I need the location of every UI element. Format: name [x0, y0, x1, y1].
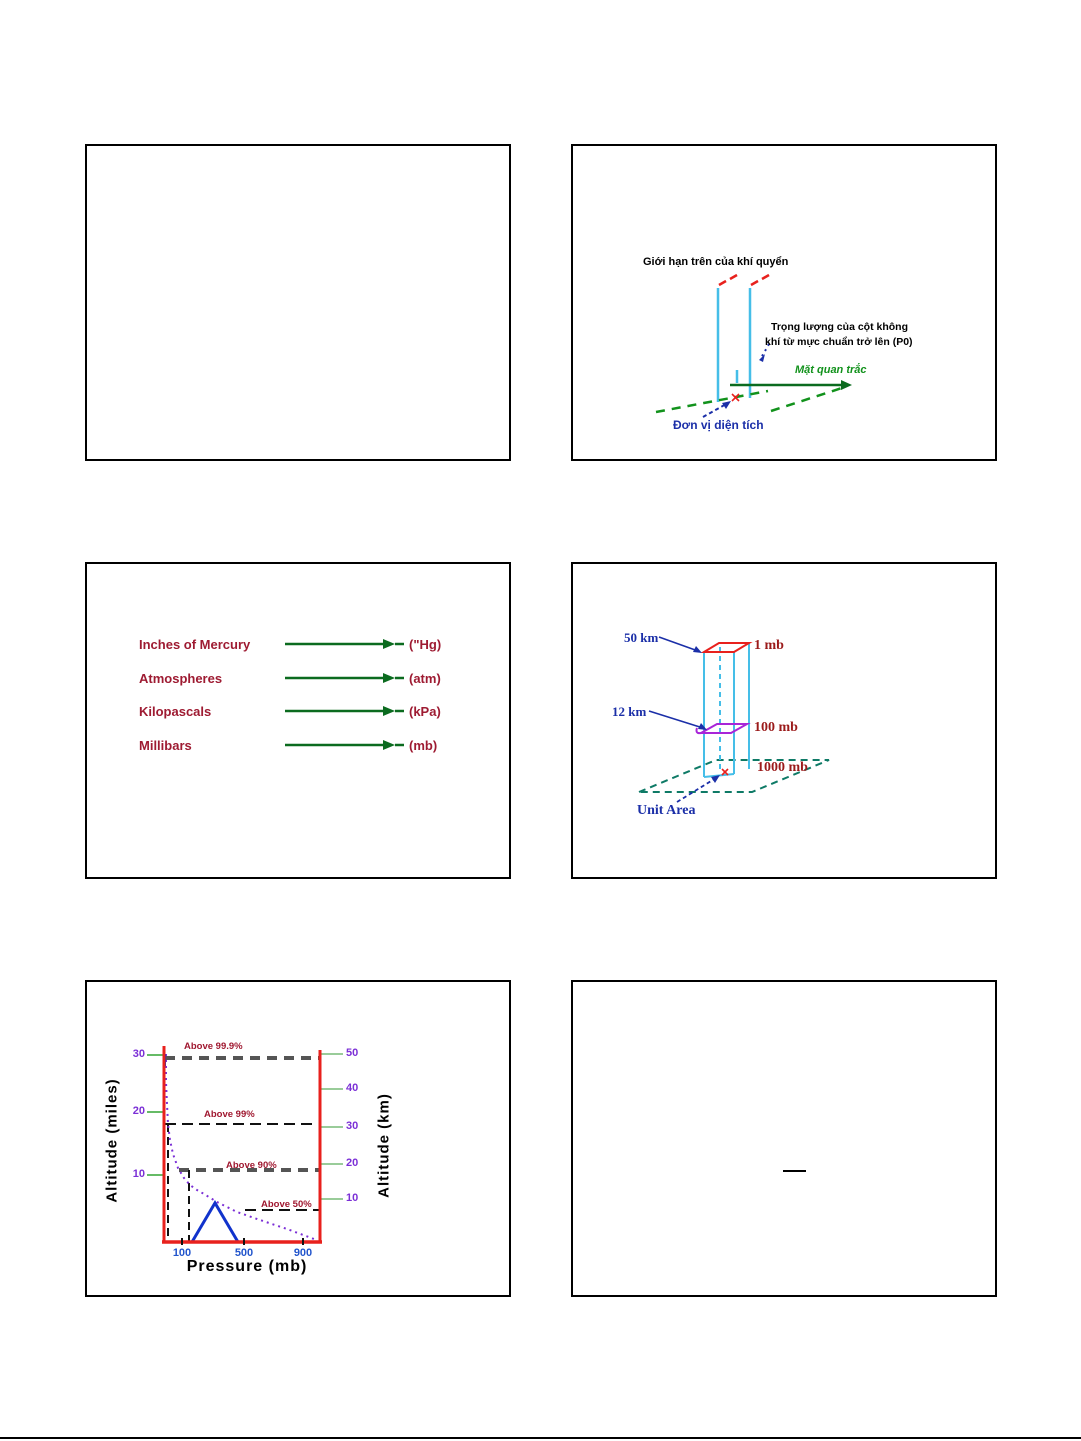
- top-limit-label: Giới hạn trên của khí quyển: [643, 256, 789, 268]
- atmosphere-column-drawing: [573, 146, 995, 459]
- slide-panel-altitude-pressure-chart: [85, 980, 511, 1297]
- x-axis-title: Pressure (mb): [186, 1258, 308, 1275]
- unit-abbr-hg: ("Hg): [409, 637, 442, 652]
- air-column-edges: [704, 643, 749, 777]
- unit-name-inches-of-mercury: Inches of Mercury: [139, 637, 251, 652]
- weight-note-line2: khí từ mực chuẩn trở lên (P0): [765, 336, 913, 348]
- unit-abbr-mb: (mb): [409, 738, 438, 753]
- unit-abbr-kpa: (kPa): [409, 704, 441, 719]
- arrow-inches-of-mercury: [285, 639, 404, 649]
- xtick-500: 500: [234, 1247, 254, 1259]
- slide-panel-blank-1: [85, 144, 511, 461]
- unit-name-millibars: Millibars: [139, 738, 192, 753]
- annotation-above-90: Above 90%: [226, 1160, 277, 1171]
- ytick-km-10: 10: [346, 1192, 359, 1204]
- pressure-label-100mb: 100 mb: [754, 720, 798, 735]
- unit-name-kilopascals: Kilopascals: [139, 704, 212, 719]
- xtick-100: 100: [172, 1247, 192, 1259]
- xtick-900: 900: [293, 1247, 313, 1259]
- slide-panel-pressure-column: [571, 562, 997, 879]
- column-top-dashes: [719, 275, 769, 285]
- ytick-km-40: 40: [346, 1082, 359, 1094]
- fraction-bar: [783, 1170, 806, 1172]
- pressure-label-1mb: 1 mb: [754, 638, 784, 653]
- ytick-miles-20: 20: [132, 1105, 145, 1117]
- unit-name-atmospheres: Atmospheres: [139, 671, 223, 686]
- right-axis-ticks: [320, 1054, 343, 1199]
- slide-panel-blank-formula: [571, 980, 997, 1297]
- slide-panel-atmosphere-column-vn: [571, 144, 997, 461]
- weight-note-line1: Trọng lượng của cột không: [771, 321, 908, 333]
- page-bottom-rule: [0, 1437, 1081, 1439]
- left-axis-ticks: [147, 1055, 164, 1175]
- ytick-km-30: 30: [346, 1120, 359, 1132]
- column-top-face: [704, 643, 749, 652]
- arrow-kilopascals: [285, 706, 404, 716]
- mountain-outline: [192, 1203, 238, 1242]
- plot-frame: [162, 1046, 322, 1243]
- y-axis-title-miles: Altitude (miles): [103, 1078, 121, 1203]
- unit-abbr-atm: (atm): [409, 671, 441, 686]
- ytick-km-20: 20: [346, 1157, 359, 1169]
- unit-area-label-vn: Đơn vị diện tích: [673, 418, 764, 432]
- pointer-unit-area: [677, 775, 720, 802]
- altitude-label-12km: 12 km: [612, 704, 647, 719]
- annotation-above-99: Above 99%: [204, 1109, 255, 1120]
- arrow-millibars: [285, 740, 404, 750]
- unit-arrows-drawing: [87, 564, 509, 877]
- pressure-label-1000mb: 1000 mb: [757, 760, 808, 775]
- arrow-atmospheres: [285, 673, 404, 683]
- annotation-above-99-9: Above 99.9%: [184, 1041, 243, 1052]
- surface-arrow: [730, 380, 852, 390]
- reference-surface-label: Mặt quan trắc: [795, 364, 867, 376]
- ytick-miles-10: 10: [132, 1168, 145, 1180]
- annotation-above-50: Above 50%: [261, 1199, 312, 1210]
- pointer-12km: [649, 711, 707, 730]
- y-axis-title-km: Altitude (km): [375, 1093, 393, 1198]
- ytick-km-50: 50: [346, 1047, 359, 1059]
- slide-panel-pressure-units: [85, 562, 511, 879]
- pointer-50km: [659, 637, 702, 653]
- ytick-miles-30: 30: [132, 1048, 145, 1060]
- unit-area-label: Unit Area: [637, 803, 696, 818]
- altitude-label-50km: 50 km: [624, 630, 659, 645]
